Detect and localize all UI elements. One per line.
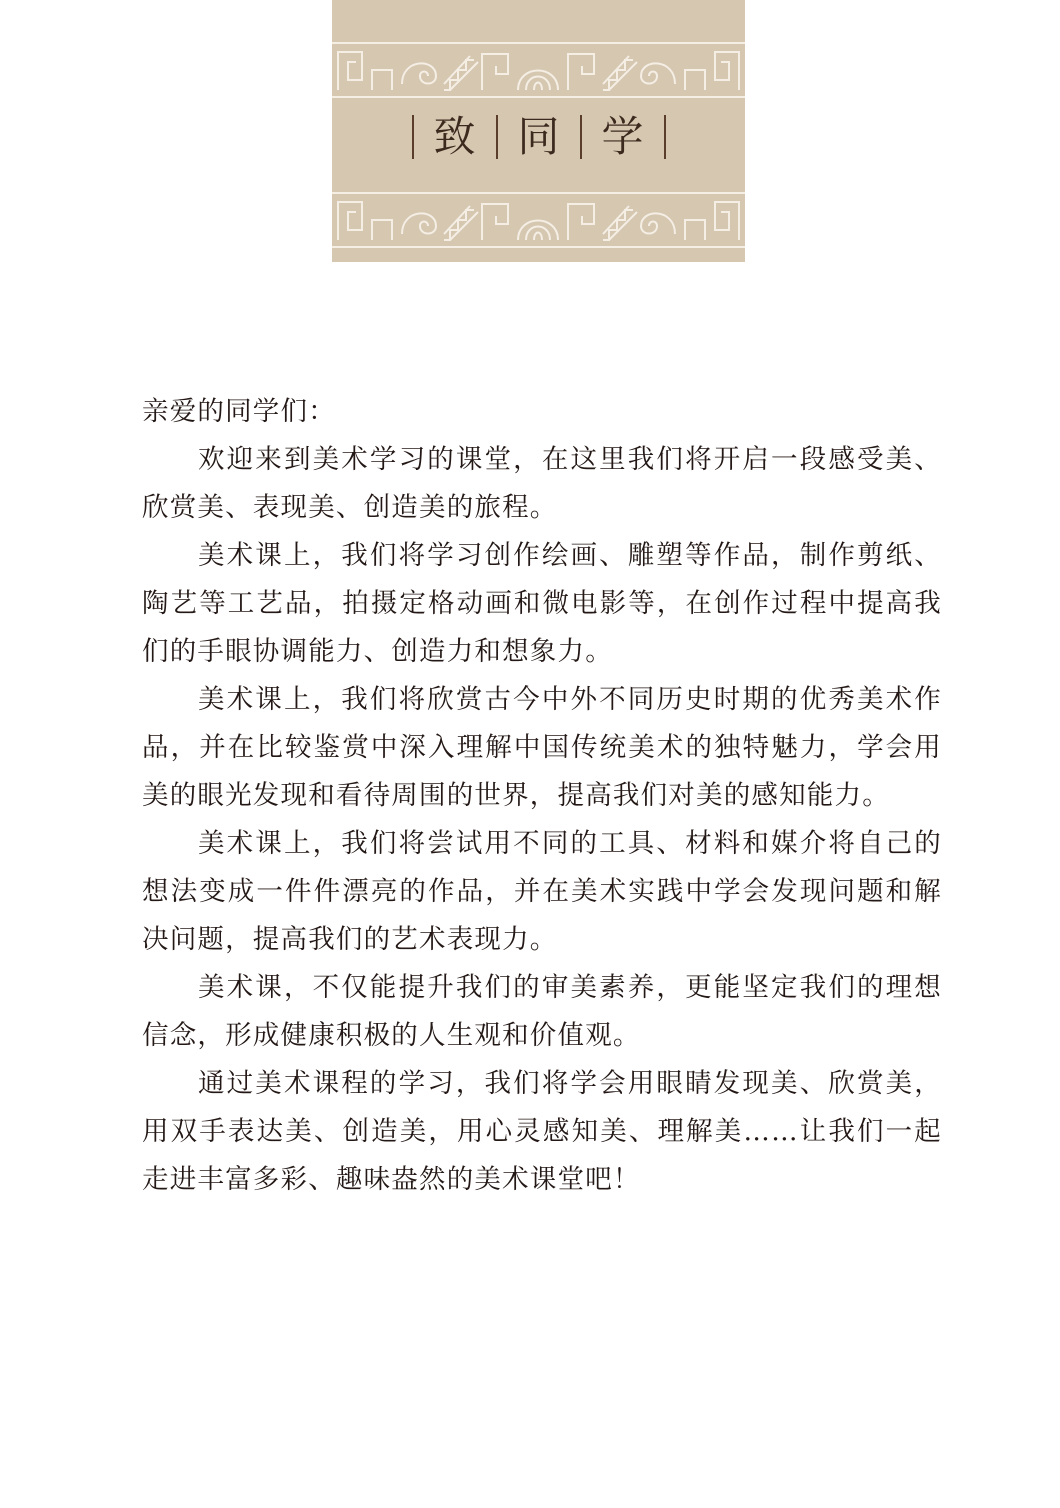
paragraph-creation: 美术课上，我们将学习创作绘画、雕塑等作品，制作剪纸、陶艺等工艺品，拍摄定格动画和微电影等，在创作过程中提高我们的手眼协调能力、创造力和想象力。 [142, 540, 942, 667]
title-char-3: 学 [601, 112, 644, 161]
decorative-pattern-top [332, 40, 745, 100]
title-char-2: 同 [517, 112, 560, 161]
title-banner [332, 0, 745, 262]
decorative-pattern-bottom [332, 190, 745, 250]
title-divider [664, 115, 666, 159]
salutation: 亲爱的同学们： [142, 396, 336, 427]
paragraph-closing: 通过美术课程的学习，我们将学会用眼睛发现美、欣赏美，用双手表达美、创造美，用心灵感知美、理解美……让我们一起走进丰富多彩、趣味盎然的美术课堂吧！ [142, 1068, 942, 1195]
page-title [332, 112, 745, 162]
paragraph-literacy: 美术课，不仅能提升我们的审美素养，更能坚定我们的理想信念，形成健康积极的人生观和价值观。 [142, 972, 942, 1051]
paragraph-practice: 美术课上，我们将尝试用不同的工具、材料和媒介将自己的想法变成一件件漂亮的作品，并在美术实践中学会发现问题和解决问题，提高我们的艺术表现力。 [142, 828, 942, 955]
letter-body [142, 388, 942, 1204]
paragraph-welcome: 欢迎来到美术学习的课堂，在这里我们将开启一段感受美、欣赏美、表现美、创造美的旅程。 [142, 444, 942, 523]
paragraph-appreciation: 美术课上，我们将欣赏古今中外不同历史时期的优秀美术作品，并在比较鉴赏中深入理解中国传统美术的独特魅力，学会用美的眼光发现和看待周围的世界，提高我们对美的感知能力。 [142, 684, 942, 811]
title-char-1: 致 [433, 112, 476, 161]
